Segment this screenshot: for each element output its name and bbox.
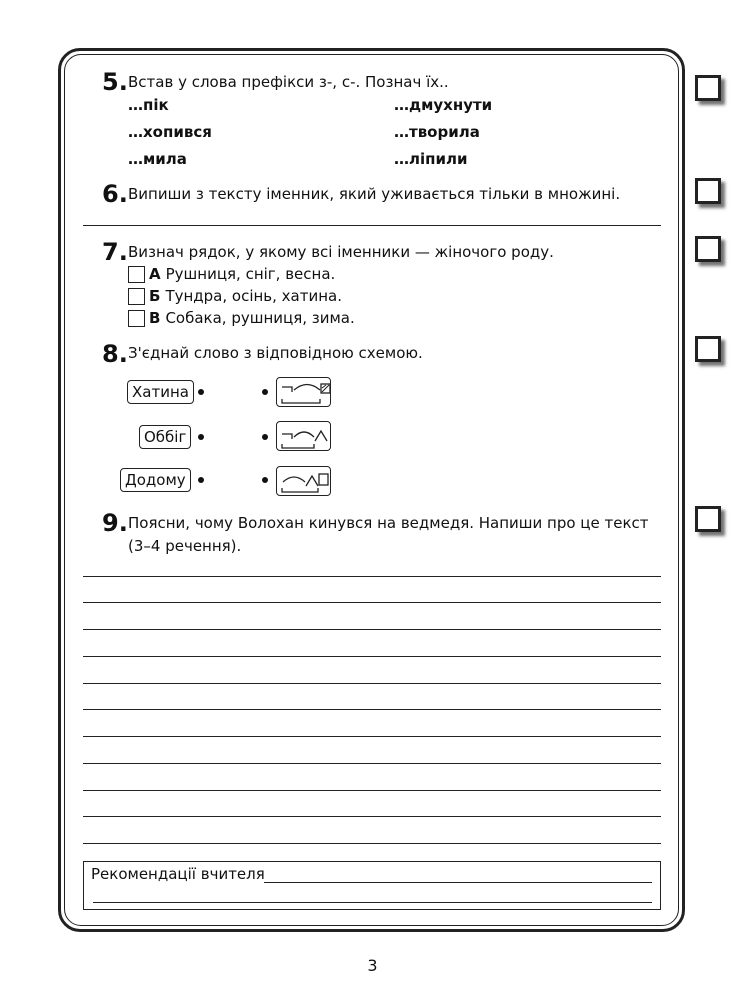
q5-word-5: …мила	[128, 150, 187, 168]
q8-schema-3[interactable]	[276, 466, 331, 496]
recommendations-line-1[interactable]	[264, 882, 652, 883]
q7-option-b-checkbox[interactable]	[128, 288, 145, 305]
q6-answer-line[interactable]	[83, 225, 661, 226]
q9-answer-line-1[interactable]	[83, 576, 661, 577]
q9-answer-line-11[interactable]	[83, 843, 661, 844]
q5-word-3: …хопився	[128, 123, 212, 141]
question-9-number: 9.	[102, 509, 128, 537]
score-checkbox-q8[interactable]	[695, 336, 721, 362]
question-5-number: 5.	[102, 68, 128, 96]
q7-option-a-letter: А	[149, 265, 161, 283]
q8-word-1[interactable]: Хатина	[127, 380, 194, 404]
q7-option-c-text: Собака, рушниця, зима.	[165, 309, 355, 327]
q5-word-1: …пік	[128, 96, 169, 114]
q5-word-2: …дмухнути	[394, 96, 493, 114]
q7-option-b[interactable]	[128, 288, 342, 305]
q7-option-c-letter: В	[149, 309, 161, 327]
q8-schema-1-connector-dot[interactable]	[262, 389, 268, 395]
question-6-text: Випиши з тексту іменник, який уживається тільки в множині.	[128, 185, 621, 203]
q8-schema-2-connector-dot[interactable]	[262, 434, 268, 440]
question-7-number: 7.	[102, 238, 128, 266]
q7-option-b-text: Тундра, осінь, хатина.	[165, 287, 343, 305]
question-9-text-line-2: (3–4 речення).	[128, 537, 242, 555]
question-8-number: 8.	[102, 340, 128, 368]
q9-answer-line-3[interactable]	[83, 629, 661, 630]
score-checkbox-q9[interactable]	[695, 506, 721, 532]
teacher-recommendations-box	[83, 861, 661, 910]
q8-schema-3-connector-dot[interactable]	[262, 477, 268, 483]
q9-answer-line-7[interactable]	[83, 736, 661, 737]
word-structure-schema-icon	[277, 422, 332, 452]
question-7-text: Визнач рядок, у якому всі іменники — жіночого роду.	[128, 243, 554, 261]
score-checkbox-q7[interactable]	[695, 236, 721, 262]
score-checkbox-q5[interactable]	[695, 75, 721, 101]
q9-answer-line-9[interactable]	[83, 790, 661, 791]
q9-answer-line-5[interactable]	[83, 683, 661, 684]
q7-option-b-letter: Б	[149, 287, 161, 305]
score-checkbox-q6[interactable]	[695, 178, 721, 204]
question-6-number: 6.	[102, 180, 128, 208]
question-8-text: З'єднай слово з відповідною схемою.	[128, 344, 423, 362]
teacher-recommendations-label: Рекомендації вчителя	[91, 865, 265, 883]
recommendations-line-2[interactable]	[93, 902, 652, 903]
q9-answer-line-4[interactable]	[83, 656, 661, 657]
q8-word-2[interactable]: Оббіг	[139, 425, 191, 449]
q8-word-2-connector-dot[interactable]	[198, 434, 204, 440]
q7-option-a[interactable]	[128, 266, 335, 283]
q8-word-1-connector-dot[interactable]	[198, 389, 204, 395]
q8-word-3[interactable]: Додому	[120, 468, 191, 492]
q5-word-6: …ліпили	[394, 150, 468, 168]
q8-schema-2[interactable]	[276, 421, 331, 451]
word-structure-schema-icon	[277, 467, 332, 497]
question-9-text-line-1: Поясни, чому Волохан кинувся на ведмедя. Напиши про це текст	[128, 514, 649, 532]
q7-option-a-checkbox[interactable]	[128, 266, 145, 283]
q7-option-c-checkbox[interactable]	[128, 310, 145, 327]
q9-answer-line-8[interactable]	[83, 763, 661, 764]
q9-answer-line-6[interactable]	[83, 709, 661, 710]
word-structure-schema-icon	[277, 378, 332, 408]
q8-word-3-connector-dot[interactable]	[198, 477, 204, 483]
q7-option-a-text: Рушниця, сніг, весна.	[165, 265, 336, 283]
q5-word-4: …творила	[394, 123, 480, 141]
q9-answer-line-2[interactable]	[83, 602, 661, 603]
page-number: 3	[367, 956, 378, 975]
q8-schema-1[interactable]	[276, 377, 331, 407]
q7-option-c[interactable]	[128, 310, 355, 327]
q9-answer-line-10[interactable]	[83, 816, 661, 817]
question-5-text: Встав у слова префікси з-, с-. Познач їх..	[128, 73, 449, 91]
